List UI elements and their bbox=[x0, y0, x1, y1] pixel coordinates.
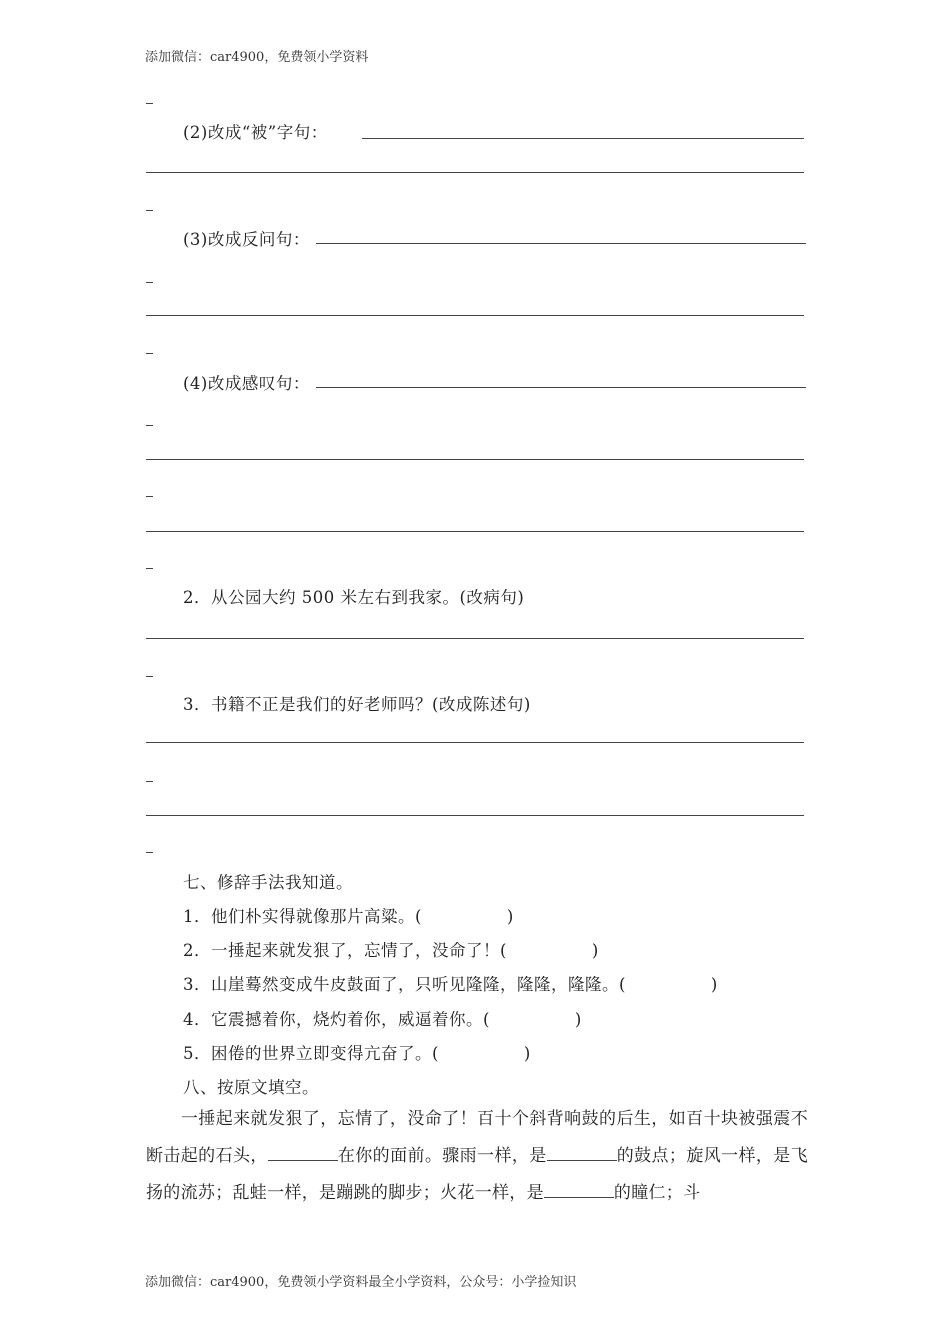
underline-end-mark bbox=[146, 425, 153, 426]
section-7-title: 七、修辞手法我知道。 bbox=[183, 873, 353, 892]
answer-line[interactable] bbox=[146, 638, 804, 639]
fill-blank-2[interactable] bbox=[547, 1146, 617, 1161]
underline-end-mark bbox=[146, 282, 153, 283]
question-4-label: (4)改成感叹句： bbox=[183, 374, 310, 393]
answer-line[interactable] bbox=[362, 138, 804, 139]
passage-text-2: 在你的面前。骤雨一样，是 bbox=[337, 1146, 547, 1166]
passage-text-1: 一捶起来就发狠了，忘情了，没命了！百十个斜背响鼓的后生，如百十块被强震不断击起的石头， bbox=[146, 1109, 808, 1166]
answer-line[interactable] bbox=[316, 387, 806, 388]
underline-end-mark bbox=[146, 210, 153, 211]
question-3-label: (3)改成反问句： bbox=[183, 230, 310, 249]
underline-end-mark bbox=[146, 568, 153, 569]
question-q2: 2．从公园大约 500 米左右到我家。(改病句) bbox=[183, 588, 525, 607]
rhetoric-question-2: 2．一捶起来就发狠了，忘情了，没命了！( ) bbox=[183, 941, 599, 960]
rhetoric-question-4: 4．它震撼着你，烧灼着你，威逼着你。( ) bbox=[183, 1010, 582, 1029]
rhetoric-question-1: 1．他们朴实得就像那片高粱。( ) bbox=[183, 907, 514, 926]
underline-end-mark bbox=[146, 781, 153, 782]
question-q3: 3．书籍不正是我们的好老师吗？(改成陈述句) bbox=[183, 695, 531, 714]
question-2-label: (2)改成“被”字句： bbox=[183, 123, 328, 142]
section-8-title: 八、按原文填空。 bbox=[183, 1078, 319, 1097]
passage-text-3: 的鼓点；旋风一样，是飞扬的流苏；乱蛙一样，是蹦跳的脚步；火花一样，是 bbox=[146, 1146, 808, 1203]
underline-end-mark bbox=[146, 852, 153, 853]
fill-in-passage bbox=[146, 1101, 808, 1212]
answer-line[interactable] bbox=[146, 459, 804, 460]
rhetoric-question-3: 3．山崖蓦然变成牛皮鼓面了，只听见隆隆，隆隆，隆隆。( ) bbox=[183, 975, 718, 994]
answer-line[interactable] bbox=[146, 531, 804, 532]
fill-blank-1[interactable] bbox=[268, 1146, 338, 1161]
rhetoric-question-5: 5．困倦的世界立即变得亢奋了。( ) bbox=[183, 1044, 531, 1063]
answer-line[interactable] bbox=[146, 742, 804, 743]
answer-line[interactable] bbox=[316, 243, 806, 244]
answer-line[interactable] bbox=[146, 315, 804, 316]
underline-end-mark bbox=[146, 353, 153, 354]
answer-line[interactable] bbox=[146, 172, 804, 173]
page-header: 添加微信：car4900，免费领小学资料 bbox=[145, 50, 369, 65]
underline-end-mark bbox=[146, 103, 153, 104]
answer-line[interactable] bbox=[146, 815, 804, 816]
passage-text-4: 的瞳仁；斗 bbox=[613, 1183, 701, 1203]
page-footer: 添加微信：car4900，免费领小学资料最全小学资料，公众号：小学捡知识 bbox=[145, 1275, 577, 1290]
underline-end-mark bbox=[146, 676, 153, 677]
underline-end-mark bbox=[146, 496, 153, 497]
fill-blank-3[interactable] bbox=[544, 1183, 614, 1198]
